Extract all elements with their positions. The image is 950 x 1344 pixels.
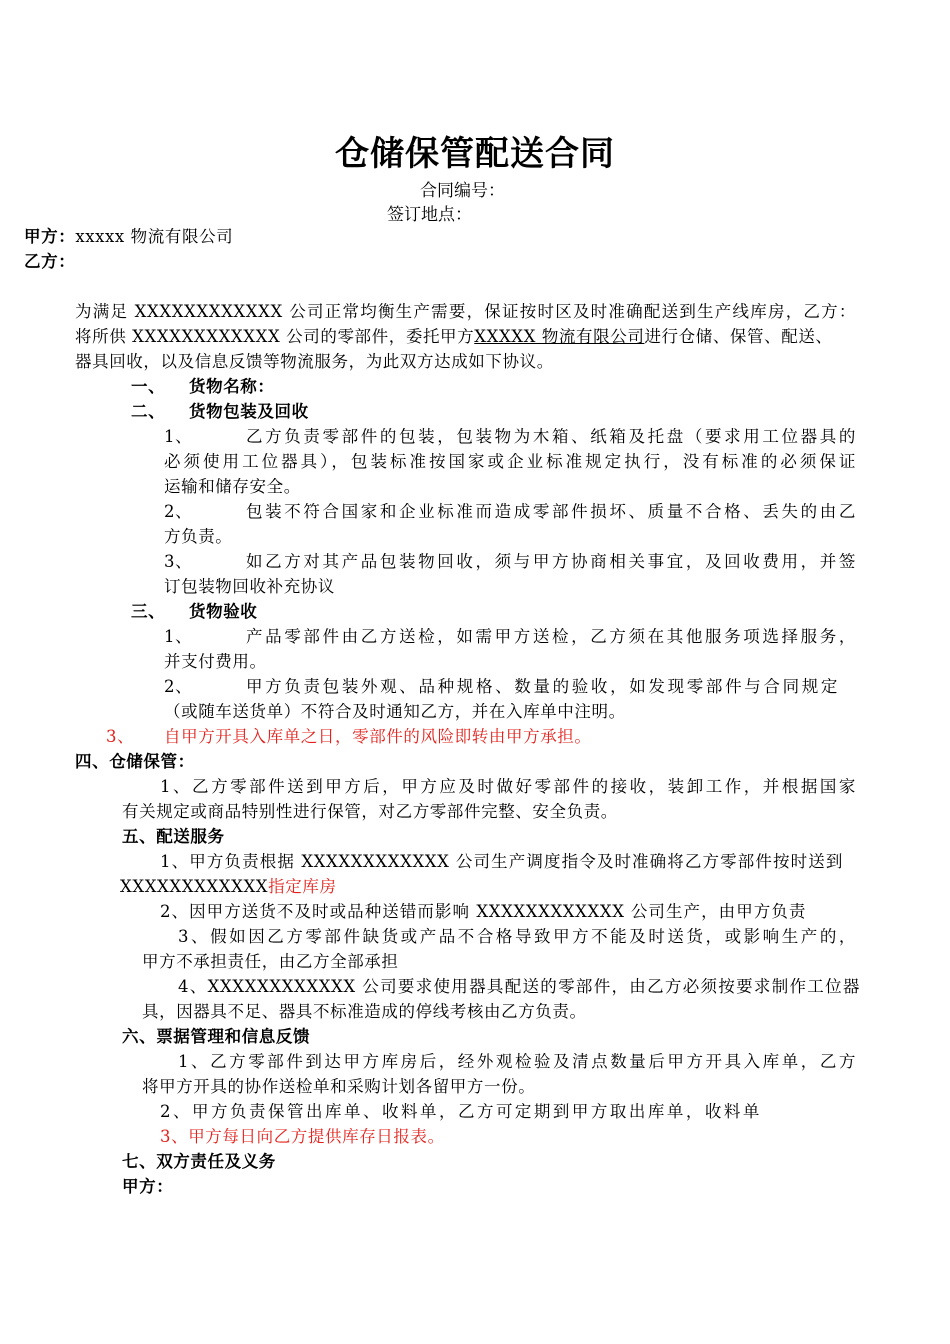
s5-item-1-line-2: XXXXXXXXXXXX指定库房 [120, 877, 337, 896]
s2-item-2-line-2: 方负责。 [164, 527, 233, 546]
s2-item-1-line-2: 必须使用工位器具），包装标准按国家或企业标准规定执行，没有标准的必须保证 [164, 452, 856, 471]
section-4-title: 四、仓储保管： [75, 752, 195, 771]
s3-item-1-line-2: 并支付费用。 [164, 652, 267, 671]
party-b-label: 乙方： [24, 252, 76, 271]
s4-line-2: 有关规定或商品特别性进行保管，对乙方零部件完整、安全负责。 [122, 802, 618, 821]
s2-item-3-line-1: 如乙方对其产品包装物回收，须与甲方协商相关事宜，及回收费用，并签 [246, 552, 856, 571]
s3-item-1-line-1: 产品零部件由乙方送检，如需甲方送检，乙方须在其他服务项选择服务， [246, 627, 856, 646]
section-1-number: 一、 [131, 377, 166, 396]
s3-item-3-number: 3、 [106, 727, 135, 746]
s4-line-1: 1、乙方零部件送到甲方后，甲方应及时做好零部件的接收，装卸工作，并根据国家 [160, 777, 856, 796]
section-1-title: 货物名称： [189, 377, 275, 396]
section-5-title: 五、配送服务 [122, 827, 225, 846]
s7-party-a-label: 甲方： [122, 1177, 174, 1196]
s3-item-1-number: 1、 [164, 627, 193, 646]
s2-item-1-line-3: 运输和储存安全。 [164, 477, 301, 496]
section-3-number: 三、 [131, 602, 166, 621]
designated-warehouse-text: 指定库房 [268, 877, 337, 896]
contract-number-label: 合同编号： [420, 181, 505, 201]
intro-line-1: 为满足 XXXXXXXXXXXX 公司正常均衡生产需要，保证按时区及时准确配送到生产线库房，乙方： [75, 302, 856, 321]
s3-item-2-line-2: （或随车送货单）不符合及时通知乙方，并在入库单中注明。 [164, 702, 626, 721]
party-a-line [24, 224, 233, 249]
intro-line-2: 将所供 XXXXXXXXXXXX 公司的零部件，委托甲方XXXXX 物流有限公司进行仓储、保管、配送、 [75, 327, 833, 346]
section-2-number: 二、 [131, 402, 166, 421]
s3-item-2-line-1: 甲方负责包装外观、品种规格、数量的验收，如发现零部件与合同规定 [246, 677, 838, 696]
s6-item-1-line-1: 1、乙方零部件到达甲方库房后，经外观检验及清点数量后甲方开具入库单，乙方 [178, 1052, 856, 1071]
party-a-name: xxxxx 物流有限公司 [75, 227, 234, 246]
s5-item-3-line-1: 3、假如因乙方零部件缺货或产品不合格导致甲方不能及时送货，或影响生产的， [178, 927, 856, 946]
s6-item-1-line-2: 将甲方开具的协作送检单和采购计划各留甲方一份。 [142, 1077, 536, 1096]
intro-line-3: 器具回收，以及信息反馈等物流服务，为此双方达成如下协议。 [75, 352, 554, 371]
s5-item-4-line-2: 具，因器具不足、器具不标准造成的停线考核由乙方负责。 [142, 1002, 587, 1021]
section-3-title: 货物验收 [189, 602, 258, 621]
s2-item-3-line-2: 订包装物回收补充协议 [164, 577, 335, 596]
s5-item-2: 2、因甲方送货不及时或品种送错而影响 XXXXXXXXXXXX 公司生产，由甲方负责 [160, 902, 806, 921]
s3-item-2-number: 2、 [164, 677, 193, 696]
s2-item-2-number: 2、 [164, 502, 193, 521]
sign-place-label: 签订地点： [387, 205, 472, 225]
s5-item-3-line-2: 甲方不承担责任，由乙方全部承担 [142, 952, 399, 971]
party-a-label: 甲方： [24, 227, 76, 246]
s2-item-2-line-1: 包装不符合国家和企业标准而造成零部件损坏、质量不合格、丢失的由乙 [246, 502, 856, 521]
party-a-underlined-name: XXXXX 物流有限公司 [474, 327, 645, 346]
s2-item-3-number: 3、 [164, 552, 193, 571]
s5-item-1-line-1: 1、甲方负责根据 XXXXXXXXXXXX 公司生产调度指令及时准确将乙方零部件按时送到 [160, 852, 843, 871]
section-7-title: 七、双方责任及义务 [122, 1152, 276, 1171]
s2-item-1-line-1: 乙方负责零部件的包装，包装物为木箱、纸箱及托盘（要求用工位器具的 [246, 427, 856, 446]
document-title: 仓储保管配送合同 [335, 134, 615, 174]
section-2-title: 货物包装及回收 [189, 402, 309, 421]
s5-item-4-line-1: 4、XXXXXXXXXXXX 公司要求使用器具配送的零部件，由乙方必须按要求制作工位器 [178, 977, 860, 996]
s3-item-3-line-1: 自甲方开具入库单之日，零部件的风险即转由甲方承担。 [164, 727, 592, 746]
s2-item-1-number: 1、 [164, 427, 193, 446]
section-6-title: 六、票据管理和信息反馈 [122, 1027, 311, 1046]
s6-item-2: 2、甲方负责保管出库单、收料单，乙方可定期到甲方取出库单，收料单 [160, 1102, 760, 1121]
s6-item-3: 3、甲方每日向乙方提供库存日报表。 [160, 1127, 445, 1146]
